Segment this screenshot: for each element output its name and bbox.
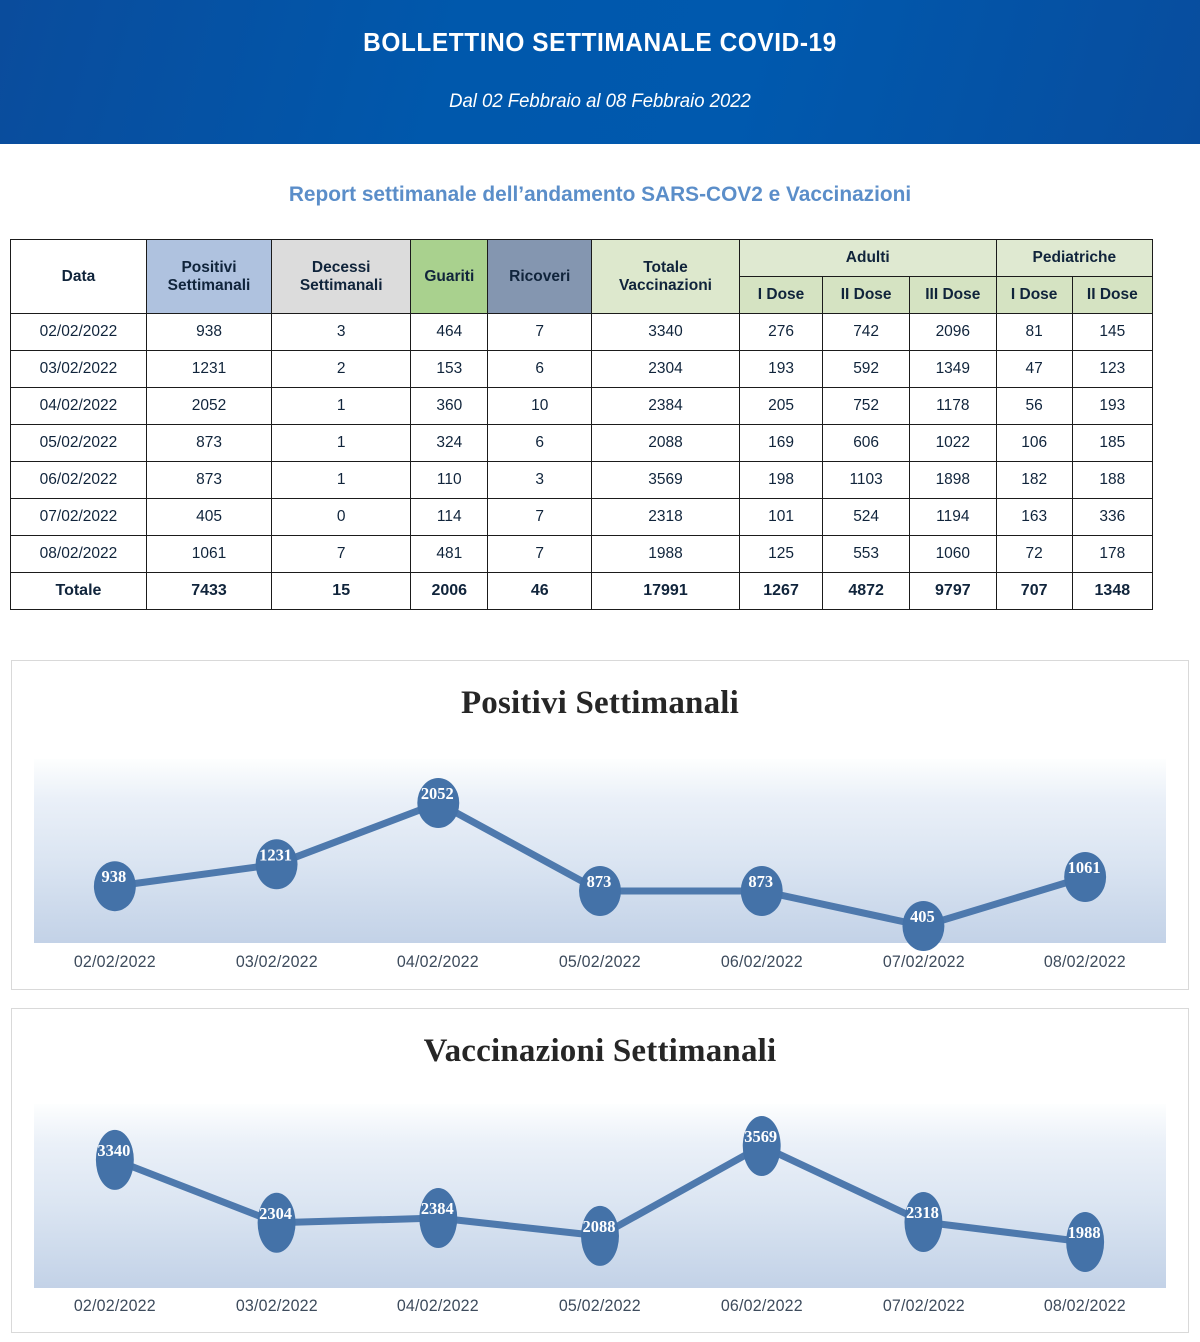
plot-area-vaccinazioni: [34, 1104, 1166, 1288]
table-cell-totale-vaccinazioni: 3569: [592, 462, 740, 499]
table-cell-ped-i: 72: [996, 536, 1072, 573]
table-cell-ped-i: 56: [996, 388, 1072, 425]
table-cell-guariti: 114: [411, 499, 488, 536]
data-point-label: 2088: [582, 1216, 616, 1236]
total-cell-ricoveri: 46: [488, 573, 592, 610]
table-cell-guariti: 481: [411, 536, 488, 573]
table-total-row: [11, 573, 1153, 610]
table-cell-guariti: 360: [411, 388, 488, 425]
table-row: [11, 314, 1153, 351]
column-header-adulti-iii-dose: III Dose: [909, 277, 996, 314]
table-cell-adulti-ii: 592: [823, 351, 910, 388]
x-axis-tick-label: 02/02/2022: [73, 1297, 156, 1315]
data-point[interactable]: [96, 1130, 134, 1190]
table-cell-ricoveri: 6: [488, 425, 592, 462]
table-cell-ped-ii: 185: [1072, 425, 1152, 462]
data-point-label: 938: [101, 867, 127, 887]
table-cell-positivi: 2052: [146, 388, 271, 425]
table-row: [11, 425, 1153, 462]
data-point-label: 3340: [97, 1140, 131, 1160]
chart-title-vaccinazioni: Vaccinazioni Settimanali: [423, 1033, 777, 1069]
table-cell-adulti-ii: 742: [823, 314, 910, 351]
bulletin-table: [10, 239, 1153, 610]
table-cell-ped-i: 106: [996, 425, 1072, 462]
column-header-adulti-ii-dose: II Dose: [823, 277, 910, 314]
column-header-pediatriche-ii-dose: II Dose: [1072, 277, 1152, 314]
data-point-label: 2304: [259, 1203, 293, 1223]
column-header-decessi-settimanali: [272, 240, 411, 314]
x-axis-tick-label: 07/02/2022: [882, 953, 965, 971]
table-row: [11, 388, 1153, 425]
table-cell-decessi: 1: [272, 388, 411, 425]
table-row: [11, 536, 1153, 573]
table-cell-ricoveri: 7: [488, 314, 592, 351]
table-cell-ped-i: 47: [996, 351, 1072, 388]
data-point[interactable]: [256, 839, 298, 889]
table-cell-positivi: 873: [146, 425, 271, 462]
row-date-cell: 03/02/2022: [11, 351, 147, 388]
column-header-data: Data: [11, 240, 147, 314]
column-header-positivi-line2: Settimanali: [167, 276, 251, 294]
report-subtitle: Report settimanale dell’andamento SARS-COV2 e Vaccinazioni: [288, 182, 912, 206]
x-axis-tick-label: 04/02/2022: [397, 953, 480, 971]
table-cell-ped-ii: 145: [1072, 314, 1152, 351]
data-point-label: 873: [748, 871, 774, 892]
table-cell-positivi: 938: [146, 314, 271, 351]
x-axis-tick-label: 06/02/2022: [720, 1297, 803, 1315]
table-cell-adulti-ii: 606: [823, 425, 910, 462]
data-point[interactable]: [741, 866, 783, 916]
table-cell-decessi: 0: [272, 499, 411, 536]
table-cell-adulti-iii: 1178: [909, 388, 996, 425]
column-header-totvac-line1: Totale: [643, 259, 688, 277]
date-range-subtitle: Dal 02 Febbraio al 08 Febbraio 2022: [449, 90, 751, 112]
table-cell-positivi: 1231: [146, 351, 271, 388]
table-cell-ricoveri: 7: [488, 499, 592, 536]
table-cell-decessi: 7: [272, 536, 411, 573]
table-cell-ricoveri: 3: [488, 462, 592, 499]
table-cell-guariti: 110: [411, 462, 488, 499]
x-axis-tick-label: 07/02/2022: [882, 1297, 965, 1315]
x-axis-tick-label: 05/02/2022: [558, 1297, 642, 1315]
table-cell-adulti-i: 193: [739, 351, 822, 388]
column-header-totvac-line2: Vaccinazioni: [618, 276, 712, 294]
table-body: [11, 314, 1153, 610]
row-date-cell: 08/02/2022: [11, 536, 147, 573]
table-cell-adulti-iii: 1060: [909, 536, 996, 573]
line-chart-vaccinazioni: [34, 1104, 1166, 1288]
data-point[interactable]: [579, 866, 621, 916]
table-cell-totale-vaccinazioni: 2088: [592, 425, 740, 462]
column-header-totale-vaccinazioni: [592, 240, 740, 314]
table-cell-ped-i: 163: [996, 499, 1072, 536]
table-cell-ped-ii: 336: [1072, 499, 1152, 536]
column-header-positivi-settimanali: [146, 240, 271, 314]
data-point-label: 2052: [420, 783, 454, 804]
x-axis-tick-label: 08/02/2022: [1044, 953, 1127, 971]
column-header-guariti: Guariti: [411, 240, 488, 314]
table-cell-positivi: 405: [146, 499, 271, 536]
table-cell-totale-vaccinazioni: 2318: [592, 499, 740, 536]
table-cell-adulti-i: 198: [739, 462, 822, 499]
data-point[interactable]: [904, 1192, 942, 1252]
table-cell-totale-vaccinazioni: 1988: [592, 536, 740, 573]
header-banner: [0, 0, 1200, 144]
data-point[interactable]: [743, 1116, 781, 1176]
total-cell-adulti-iii: 9797: [909, 573, 996, 610]
table-cell-decessi: 1: [272, 462, 411, 499]
data-point[interactable]: [1064, 852, 1106, 902]
table-cell-decessi: 2: [272, 351, 411, 388]
data-point[interactable]: [1066, 1212, 1104, 1272]
group-header-adulti: Adulti: [739, 240, 996, 277]
data-point-label: 2318: [905, 1202, 939, 1223]
table-cell-adulti-i: 276: [739, 314, 822, 351]
table-row: [11, 351, 1153, 388]
table-cell-totale-vaccinazioni: 2384: [592, 388, 740, 425]
table-cell-decessi: 1: [272, 425, 411, 462]
table-cell-ricoveri: 7: [488, 536, 592, 573]
table-cell-decessi: 3: [272, 314, 411, 351]
table-header: [11, 240, 1153, 314]
table-cell-ped-ii: 188: [1072, 462, 1152, 499]
table-cell-positivi: 1061: [146, 536, 271, 573]
table-cell-adulti-iii: 1022: [909, 425, 996, 462]
x-axis-tick-label: 08/02/2022: [1044, 1297, 1127, 1315]
data-point-label: 1988: [1067, 1222, 1101, 1243]
row-date-cell: 04/02/2022: [11, 388, 147, 425]
chart-title-positivi: Positivi Settimanali: [460, 685, 740, 721]
table-cell-adulti-ii: 524: [823, 499, 910, 536]
data-point-label: 3569: [744, 1126, 778, 1147]
column-header-decessi-line2: Settimanali: [299, 276, 383, 294]
table-cell-adulti-i: 169: [739, 425, 822, 462]
data-point[interactable]: [258, 1193, 296, 1253]
data-point-label: 405: [910, 906, 935, 927]
data-point-label: 1061: [1067, 857, 1101, 878]
row-date-cell: 07/02/2022: [11, 499, 147, 536]
x-axis-tick-label: 05/02/2022: [558, 953, 642, 971]
table-cell-ped-i: 81: [996, 314, 1072, 351]
table-cell-ped-i: 182: [996, 462, 1072, 499]
column-header-ricoveri: Ricoveri: [488, 240, 592, 314]
total-cell-positivi: 7433: [146, 573, 271, 610]
data-point[interactable]: [417, 778, 459, 828]
x-axis-labels-positivi: [34, 953, 1166, 972]
page-title: BOLLETTINO SETTIMANALE COVID-19: [363, 27, 837, 57]
total-row-label: Totale: [11, 573, 147, 610]
table-row: [11, 499, 1153, 536]
bulletin-table-container: [10, 239, 1153, 610]
data-point[interactable]: [419, 1188, 457, 1248]
table-cell-adulti-i: 205: [739, 388, 822, 425]
row-date-cell: 05/02/2022: [11, 425, 147, 462]
data-point-label: 1231: [259, 845, 293, 865]
column-header-decessi-line1: Decessi: [311, 259, 371, 277]
table-cell-totale-vaccinazioni: 3340: [592, 314, 740, 351]
line-chart-positivi: [34, 759, 1166, 943]
table-cell-adulti-ii: 1103: [823, 462, 910, 499]
x-axis-tick-label: 04/02/2022: [397, 1297, 480, 1315]
table-cell-adulti-iii: 2096: [909, 314, 996, 351]
row-date-cell: 06/02/2022: [11, 462, 147, 499]
table-cell-adulti-iii: 1349: [909, 351, 996, 388]
x-axis-tick-label: 03/02/2022: [235, 953, 318, 971]
data-point-label: 873: [586, 871, 612, 892]
plot-area-positivi: [34, 759, 1166, 943]
table-cell-adulti-iii: 1194: [909, 499, 996, 536]
table-cell-adulti-ii: 752: [823, 388, 910, 425]
table-cell-ricoveri: 6: [488, 351, 592, 388]
table-cell-adulti-i: 101: [739, 499, 822, 536]
x-axis-tick-label: 02/02/2022: [73, 953, 156, 971]
chart-panel-vaccinazioni-settimanali: [11, 1008, 1189, 1333]
x-axis-tick-label: 03/02/2022: [235, 1297, 318, 1315]
table-cell-guariti: 153: [411, 351, 488, 388]
table-row: [11, 462, 1153, 499]
row-date-cell: 02/02/2022: [11, 314, 147, 351]
table-cell-totale-vaccinazioni: 2304: [592, 351, 740, 388]
column-header-pediatriche-i-dose: I Dose: [996, 277, 1072, 314]
total-cell-adulti-i: 1267: [739, 573, 822, 610]
data-point[interactable]: [902, 901, 944, 951]
data-point-label: 2384: [420, 1198, 454, 1219]
table-header-row-1: [11, 240, 1153, 277]
group-header-pediatriche: Pediatriche: [996, 240, 1152, 277]
table-cell-ricoveri: 10: [488, 388, 592, 425]
total-cell-decessi: 15: [272, 573, 411, 610]
total-cell-adulti-ii: 4872: [823, 573, 910, 610]
x-axis-tick-label: 06/02/2022: [720, 953, 803, 971]
column-header-adulti-i-dose: I Dose: [739, 277, 822, 314]
table-cell-positivi: 873: [146, 462, 271, 499]
table-cell-adulti-iii: 1898: [909, 462, 996, 499]
data-point[interactable]: [581, 1206, 619, 1266]
total-cell-ped-i: 707: [996, 573, 1072, 610]
table-cell-guariti: 324: [411, 425, 488, 462]
table-cell-ped-ii: 178: [1072, 536, 1152, 573]
total-cell-totale-vaccinazioni: 17991: [592, 573, 740, 610]
table-cell-ped-ii: 193: [1072, 388, 1152, 425]
total-cell-ped-ii: 1348: [1072, 573, 1152, 610]
x-axis-labels-vaccinazioni: [34, 1297, 1166, 1316]
table-cell-ped-ii: 123: [1072, 351, 1152, 388]
table-cell-adulti-i: 125: [739, 536, 822, 573]
column-header-positivi-line1: Positivi: [181, 259, 237, 277]
data-point[interactable]: [94, 861, 136, 911]
chart-panel-positivi-settimanali: [11, 660, 1189, 990]
total-cell-guariti: 2006: [411, 573, 488, 610]
table-cell-adulti-ii: 553: [823, 536, 910, 573]
table-cell-guariti: 464: [411, 314, 488, 351]
